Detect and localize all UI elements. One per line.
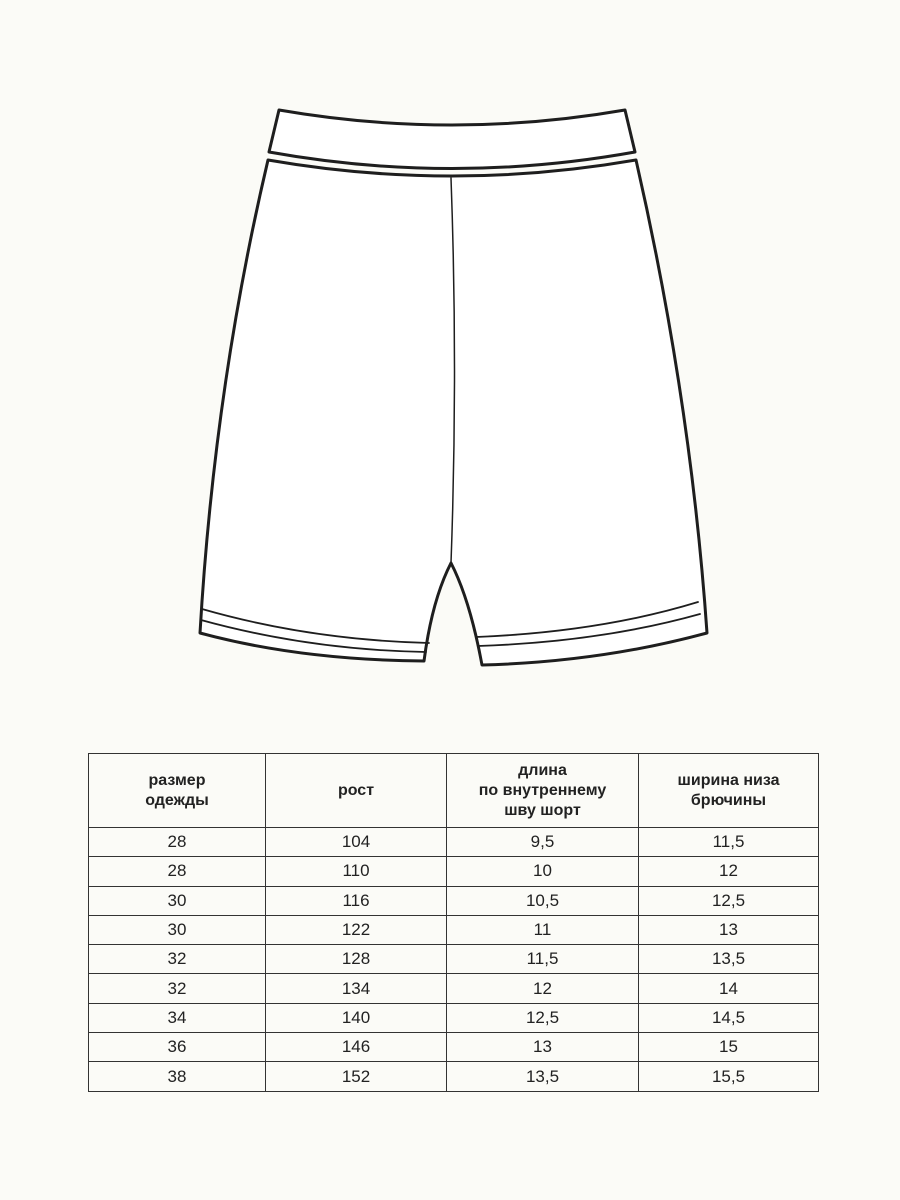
table-row (89, 1003, 819, 1032)
cell-size: 32 (89, 945, 266, 974)
cell-leg-width: 11,5 (639, 828, 819, 857)
cell-size: 28 (89, 828, 266, 857)
cell-inseam: 13 (447, 1033, 639, 1062)
header-row (89, 754, 819, 828)
cell-size: 30 (89, 886, 266, 915)
header-height: рост (266, 754, 447, 828)
cell-inseam: 10,5 (447, 886, 639, 915)
cell-leg-width: 14 (639, 974, 819, 1003)
table-row (89, 828, 819, 857)
cell-height: 152 (266, 1062, 447, 1091)
cell-height: 122 (266, 915, 447, 944)
cell-size: 34 (89, 1003, 266, 1032)
cell-inseam: 13,5 (447, 1062, 639, 1091)
cell-leg-width: 13,5 (639, 945, 819, 974)
cell-height: 110 (266, 857, 447, 886)
cell-size: 28 (89, 857, 266, 886)
table-row (89, 1033, 819, 1062)
size-chart-table (88, 753, 819, 1092)
cell-inseam: 12 (447, 974, 639, 1003)
cell-height: 104 (266, 828, 447, 857)
cell-size: 38 (89, 1062, 266, 1091)
cell-inseam: 9,5 (447, 828, 639, 857)
cell-height: 128 (266, 945, 447, 974)
cell-height: 134 (266, 974, 447, 1003)
table-row (89, 915, 819, 944)
table-row (89, 974, 819, 1003)
header-clothing-size: размер одежды (89, 754, 266, 828)
cell-leg-width: 15 (639, 1033, 819, 1062)
header-leg-opening-width: ширина низа брючины (639, 754, 819, 828)
cell-leg-width: 13 (639, 915, 819, 944)
cell-leg-width: 12 (639, 857, 819, 886)
cell-inseam: 12,5 (447, 1003, 639, 1032)
cell-height: 146 (266, 1033, 447, 1062)
table-row (89, 857, 819, 886)
cell-leg-width: 14,5 (639, 1003, 819, 1032)
cell-size: 30 (89, 915, 266, 944)
table-row (89, 1062, 819, 1091)
cell-height: 140 (266, 1003, 447, 1032)
cell-size: 32 (89, 974, 266, 1003)
cell-size: 36 (89, 1033, 266, 1062)
table-row (89, 886, 819, 915)
cell-leg-width: 15,5 (639, 1062, 819, 1091)
cell-height: 116 (266, 886, 447, 915)
cell-inseam: 11,5 (447, 945, 639, 974)
header-inseam-length: длина по внутреннему шву шорт (447, 754, 639, 828)
waistband-outline (269, 110, 635, 169)
cell-leg-width: 12,5 (639, 886, 819, 915)
cell-inseam: 10 (447, 857, 639, 886)
table-row (89, 945, 819, 974)
cell-inseam: 11 (447, 915, 639, 944)
